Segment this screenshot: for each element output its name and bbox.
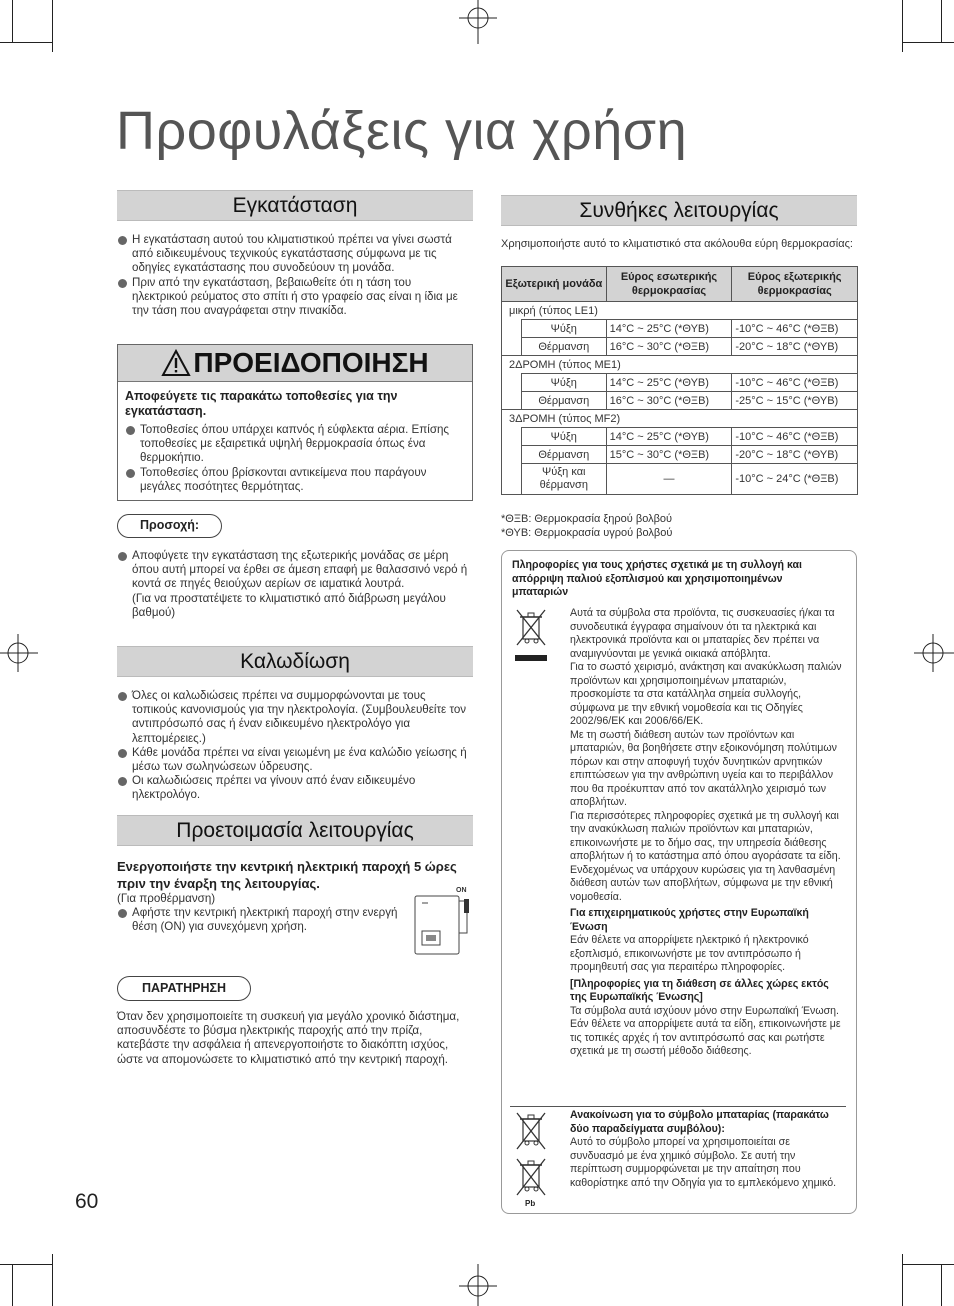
prep-bold: Ενεργοποιήστε την κεντρική ηλεκτρική παροχή 5 ώρες πριν την έναρξη της λειτουργίας. — [117, 859, 457, 891]
prep-text — [117, 892, 407, 935]
table-row — [502, 320, 858, 338]
outdoor-cell: -20°C ~ 18°C (*ΘΥΒ) — [732, 338, 858, 356]
indoor-cell: — — [606, 464, 732, 495]
indoor-cell: 15°C ~ 30°C (*ΘΞΒ) — [606, 446, 732, 464]
wiring-text — [117, 689, 469, 803]
mode-cell: Ψύξη — [521, 320, 606, 338]
crop-mark — [12, 0, 13, 42]
battery-section — [570, 1109, 846, 1190]
crop-mark — [941, 1264, 942, 1306]
indoor-cell: 16°C ~ 30°C (*ΘΞΒ) — [606, 392, 732, 410]
conditions-table — [501, 266, 858, 495]
conditions-intro: Χρησιμοποιήστε αυτό το κλιματιστικό στα ακόλουθα εύρη θερμοκρασίας: — [501, 238, 853, 250]
switch-on-label: ON — [456, 887, 467, 894]
outdoor-cell: -10°C ~ 46°C (*ΘΞΒ) — [732, 428, 858, 446]
warning-bullet: Τοποθεσίες όπου υπάρχει καπνός ή εύφλεκτα αέρια. Επίσης τοποθεσίες με εξαιρετικά υψηλή θερμοκρασία όπως ένα θερμοκήπιο. — [125, 423, 465, 466]
caution-bullet — [117, 549, 469, 620]
group-name: μικρή (τύπος LE1) — [502, 302, 858, 320]
crop-mark — [0, 42, 52, 43]
crop-mark — [902, 42, 954, 43]
footnote: *ΘΥΒ: Θερμοκρασία υγρού βολβού — [501, 527, 673, 539]
registration-mark-right — [914, 630, 954, 676]
battery-text: Αυτό το σύμβολο μπορεί να χρησιμοποιείται σε συνδυασμό με ένα χημικό σύμβολο. Σε αυτή την περίπτωση συμμορφώνεται με την απαίτηση που καθορίστηκε από την Οδηγία για το εμπλεκόμενο χημικό. — [570, 1136, 837, 1189]
biz-text: Εάν θέλετε να απορρίψετε ηλεκτρικό ή ηλεκτρονικό εξοπλισμό, επικοινωνήστε με τον αντιπρόσωπο ή προμηθευτή σας για περαιτέρω πληροφορίες. — [570, 934, 809, 973]
page-title: Προφυλάξεις για χρήση — [116, 101, 688, 161]
outdoor-cell: -10°C ~ 46°C (*ΘΞΒ) — [732, 320, 858, 338]
outdoor-cell: -10°C ~ 46°C (*ΘΞΒ) — [732, 374, 858, 392]
indoor-cell: 14°C ~ 25°C (*ΘΥΒ) — [606, 374, 732, 392]
info-para: Για περισσότερες πληροφορίες σχετικά με τη συλλογή και την ανακύκλωση παλιών προϊόντων και μπαταριών, επικοινωνήστε με το δήμο σας, την υπηρεσία διάθεσης αποβλήτων ή το κατάστημα από όπου αγοράσατε τα είδη. — [570, 809, 841, 862]
caution-label: Προσοχή: — [117, 514, 222, 538]
power-switch-icon — [414, 893, 476, 957]
warning-header — [118, 345, 472, 382]
header-unit: Εξωτερική μονάδα — [502, 267, 607, 302]
install-bullet: Πριν από την εγκατάσταση, βεβαιωθείτε ότι η τάση του ηλεκτρικού ρεύματος στο σπίτι ή στο γραφείο σας είναι η ίδια με την τάση που αναγράφεται στην πινακίδα. — [117, 276, 469, 319]
prep-heading: Προετοιμασία λειτουργίας — [117, 815, 473, 846]
group-row — [502, 410, 858, 428]
prep-sub: (Για προθέρμανση) — [117, 892, 216, 905]
page-number: 60 — [75, 1190, 99, 1213]
mode-cell: Ψύξη — [521, 374, 606, 392]
remark-text: Όταν δεν χρησιμοποιείτε τη συσκευή για μεγάλο χρονικό διάστημα, αποσυνδέστε το βύσμα ηλεκτρικής παροχής από την πρίζα, κατεβάστε την ασφάλεια ή απενεργοποιήστε το διακόπτη ισχύος, ώστε να απομονώσετε το κλιματιστικό από την κεντρική παροχή. — [117, 1010, 460, 1066]
wiring-bullet: Όλες οι καλωδιώσεις πρέπει να συμμορφώνονται με τους τοπικούς κανονισμούς για την ηλεκτρολογία. (Συμβουλευθείτε τον αντιπρόσωπό σας ή έναν ειδικευμένο ηλεκτρολόγο για λεπτομέρειες.) — [117, 689, 469, 746]
non-eu-heading: [Πληροφορίες για τη διάθεση σε άλλες χώρες εκτός της Ευρωπαϊκής Ένωσης] — [570, 977, 829, 1003]
crossed-bin-icon — [514, 607, 548, 667]
table-row — [502, 428, 858, 446]
info-para: Για το σωστό χειρισμό, ανάκτηση και ανακύκλωση παλιών προϊόντων και χρησιμοποιημένων μπαταριών, προσκομίστε τα στα κατάλληλα σημεία συλλογής, σύμφωνα με την εθνική νομοθεσία και τις Οδηγίες 2002/96/ΕΚ και 2006/66/ΕΚ. — [570, 661, 842, 727]
install-heading: Εγκατάσταση — [117, 190, 473, 221]
info-para: Αυτά τα σύμβολα στα προϊόντα, τις συσκευασίες ή/και τα συνοδευτικά έγγραφα σημαίνουν ότι τα ηλεκτρικά και ηλεκτρονικά προϊόντα και οι μπαταρίες δεν πρέπει να αναμιγνύονται με γενικά οικιακά απόβλητα. — [570, 607, 835, 660]
crop-mark — [0, 1264, 52, 1265]
warning-list — [125, 423, 465, 494]
group-name: 3ΔΡΟΜΗ (τύπος MF2) — [502, 410, 858, 428]
indoor-cell: 14°C ~ 25°C (*ΘΥΒ) — [606, 320, 732, 338]
info-paragraphs — [570, 607, 846, 1059]
install-text — [117, 233, 469, 318]
caution-text — [117, 549, 469, 620]
registration-mark-bottom — [455, 1262, 501, 1306]
table-row — [502, 374, 858, 392]
table-row — [502, 464, 858, 495]
info-heading: Πληροφορίες για τους χρήστες σχετικά με τη συλλογή και απόρριψη παλιού εξοπλισμού και χρησιμοποιημένων μπαταριών — [512, 559, 802, 598]
biz-heading: Για επιχειρηματικούς χρήστες στην Ευρωπαϊκή Ένωση — [570, 907, 809, 933]
table-header-row — [502, 267, 858, 302]
warning-intro: Αποφεύγετε τις παρακάτω τοποθεσίες για την εγκατάσταση. — [125, 389, 398, 418]
outdoor-cell: -10°C ~ 24°C (*ΘΞΒ) — [732, 464, 858, 495]
wiring-bullet: Κάθε μονάδα πρέπει να είναι γειωμένη με ένα καλώδιο γείωσης ή μέσω των σωληνώσεων ύδρευσης. — [117, 746, 469, 774]
wiring-bullet: Οι καλωδιώσεις πρέπει να γίνουν από έναν ειδικευμένο ηλεκτρολόγο. — [117, 774, 469, 802]
header-outdoor: Εύρος εξωτερικής θερμοκρασίας — [732, 267, 858, 302]
group-row — [502, 302, 858, 320]
table-row — [502, 446, 858, 464]
registration-mark-top — [455, 0, 501, 50]
pb-label: Pb — [525, 1199, 536, 1208]
group-row — [502, 356, 858, 374]
group-name: 2ΔΡΟΜΗ (τύπος ME1) — [502, 356, 858, 374]
caution-note: (Για να προστατέψετε το κλιματιστικό από διάβρωση μεγάλου βαθμού) — [132, 591, 446, 619]
crossed-bin-icon — [514, 1157, 548, 1201]
mode-cell: Θέρμανση — [521, 446, 606, 464]
crop-mark — [12, 1264, 13, 1306]
mode-cell: Ψύξη — [521, 428, 606, 446]
mode-cell: Θέρμανση — [521, 338, 606, 356]
info-para: Με τη σωστή διάθεση αυτών των προϊόντων και μπαταριών, θα βοηθήσετε στην εξοικονόμηση πολύτιμων πόρων και στην αποφυγή τυχόν δυνητικών αρνητικών επιπτώσεων για την ανθρώπινη υγεία και το περιβάλλον που θα προέκυπταν από τον ακατάλληλο χειρισμό των αποβλήτων. — [570, 728, 837, 808]
crop-mark — [52, 1254, 53, 1306]
table-row — [502, 392, 858, 410]
warning-heading: ΠΡΟΕΙΔΟΠΟΙΗΣΗ — [193, 347, 429, 378]
header-indoor: Εύρος εσωτερικής θερμοκρασίας — [606, 267, 732, 302]
warning-triangle-icon — [161, 349, 191, 377]
footnote: *ΘΞΒ: Θερμοκρασία ξηρού βολβού — [501, 513, 673, 525]
info-para: Ενδεχομένως να υπάρχουν κυρώσεις για τη λανθασμένη διάθεση αυτών των αποβλήτων, σύμφωνα με την εθνική νομοθεσία. — [570, 863, 836, 903]
install-bullet: Η εγκατάσταση αυτού του κλιματιστικού πρέπει να γίνει σωστά από ειδικευμένους τεχνικούς εγκατάστασης σύμφωνα με τις οδηγίες εγκατάστασης που συνοδεύουν τη μονάδα. — [117, 233, 469, 276]
warning-box — [117, 344, 473, 501]
caution-body: Αποφύγετε την εγκατάσταση της εξωτερικής μονάδας σε μέρη όπου αυτή μπορεί να έρθει σε άμεση επαφή με θαλασσινό νερό ή κοντά σε πηγές θειούχων αερίων σε ιαματικά λουτρά. — [132, 549, 468, 591]
outdoor-cell: -25°C ~ 15°C (*ΘΥΒ) — [732, 392, 858, 410]
remark-label: ΠΑΡΑΤΗΡΗΣΗ — [117, 976, 251, 1001]
table-row — [502, 338, 858, 356]
mode-cell: Ψύξη και θέρμανση — [521, 464, 606, 495]
non-eu-text: Τα σύμβολα αυτά ισχύουν μόνο στην Ευρωπαϊκή Ένωση. Εάν θέλετε να απορρίψετε αυτά τα είδη, επικοινωνήστε με τις τοπικές αρχές ή τον αντιπρόσωπό σας και ρωτήστε σχετικά με τη σωστή μέθοδο διάθεσης. — [570, 1004, 841, 1057]
divider — [510, 1106, 846, 1107]
warning-bullet: Τοποθεσίες όπου βρίσκονται αντικείμενα που παράγουν μεγάλες ποσότητες θερμότητας. — [125, 466, 465, 494]
crop-mark — [52, 0, 53, 52]
crop-mark — [902, 1254, 903, 1306]
crop-mark — [941, 0, 942, 42]
indoor-cell: 16°C ~ 30°C (*ΘΞΒ) — [606, 338, 732, 356]
conditions-footnotes — [501, 512, 857, 540]
battery-heading: Ανακοίνωση για το σύμβολο μπαταρίας (παρακάτω δύο παραδείγματα συμβόλου): — [570, 1109, 829, 1135]
outdoor-cell: -20°C ~ 18°C (*ΘΥΒ) — [732, 446, 858, 464]
crop-mark — [902, 0, 903, 52]
registration-mark-left — [0, 630, 40, 676]
crossed-bin-icon — [514, 1111, 548, 1155]
disposal-info-box — [501, 550, 857, 1214]
indoor-cell: 14°C ~ 25°C (*ΘΥΒ) — [606, 428, 732, 446]
crop-mark — [902, 1264, 954, 1265]
prep-bullet: Αφήστε την κεντρική ηλεκτρική παροχή στην ενεργή θέση (ON) για συνεχόμενη χρήση. — [117, 906, 407, 934]
mode-cell: Θέρμανση — [521, 392, 606, 410]
wiring-heading: Καλωδίωση — [117, 646, 473, 677]
conditions-heading: Συνθήκες λειτουργίας — [501, 195, 857, 226]
